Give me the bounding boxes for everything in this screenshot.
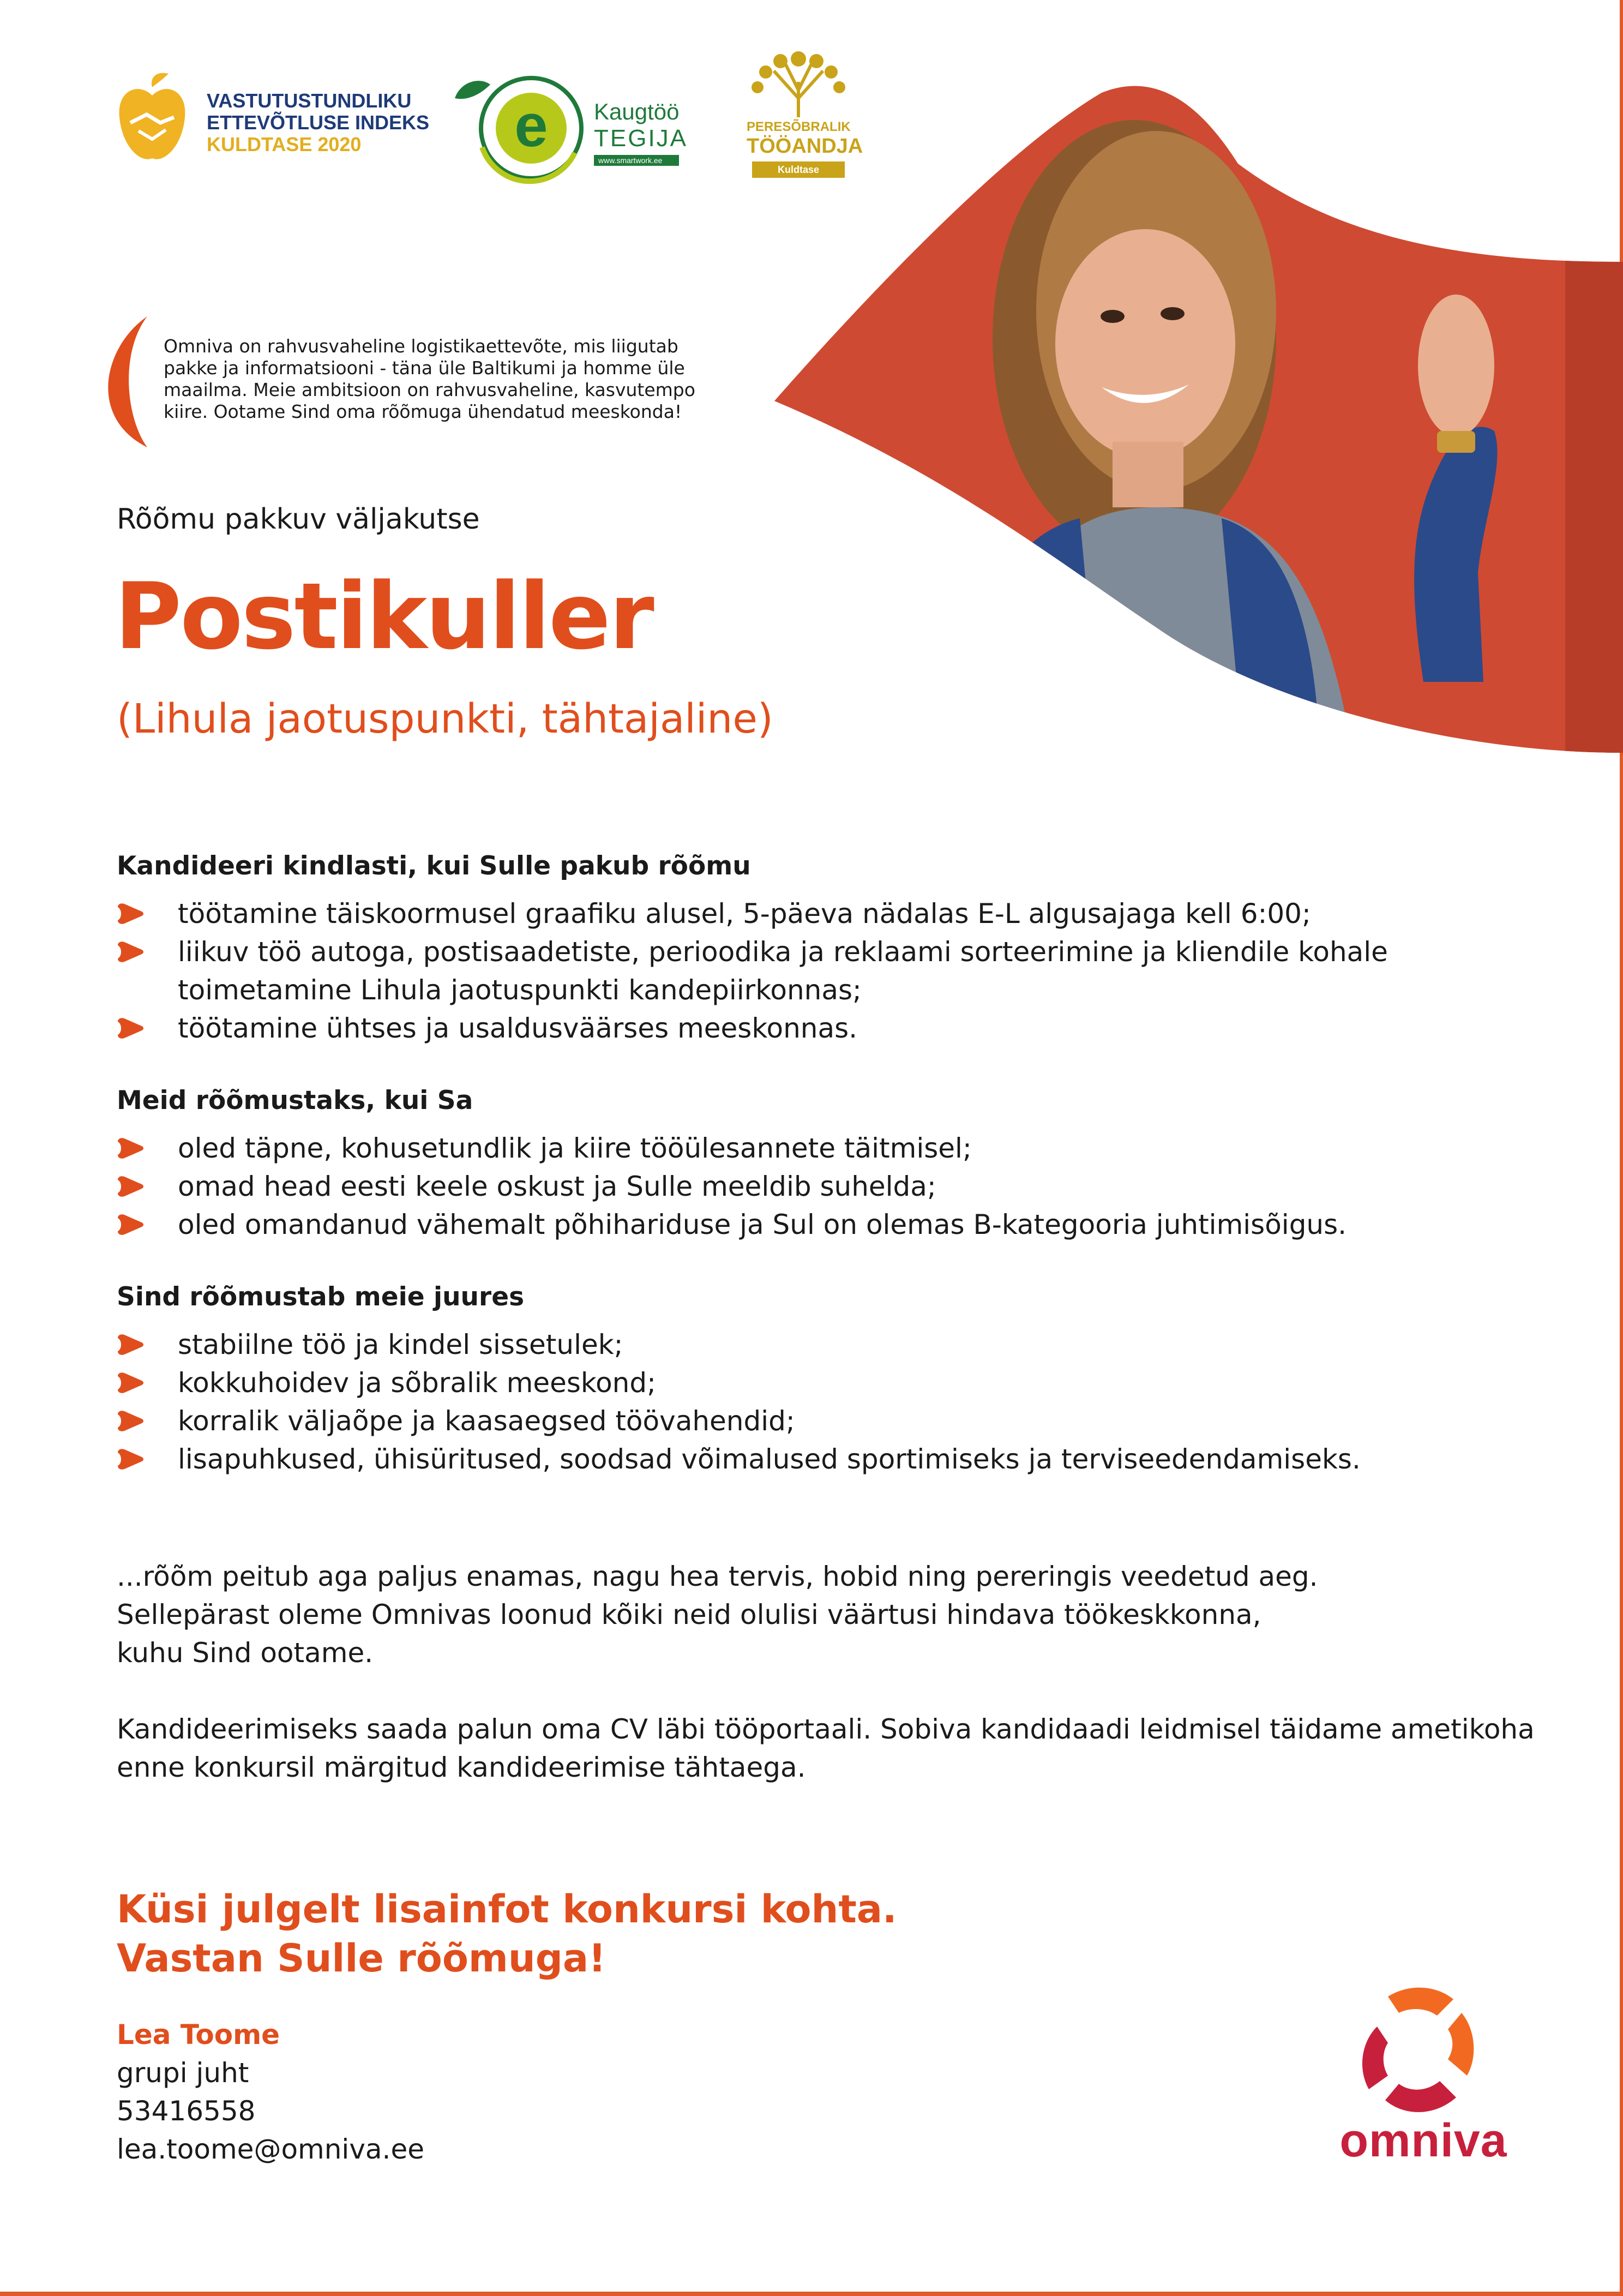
svg-text:e: e [514,92,548,159]
arrow-bullet-icon [117,1334,144,1356]
call-to-action [117,1885,897,1983]
list-item-text: lisapuhkused, ühisüritused, soodsad võimalused sportimiseks ja terviseedendamiseks. [178,1443,1361,1475]
contact-role: grupi juht [117,2057,249,2089]
arrow-bullet-icon [117,1372,144,1394]
list-item [117,1440,1535,1478]
arrow-bullet-icon [117,1017,144,1039]
kaugtoo-badge [449,65,689,185]
arrow-bullet-icon [117,1214,144,1236]
contact-name: Lea Toome [117,2019,280,2051]
badge1-line2: ETTEVÕTLUSE INDEKS [207,111,430,134]
contact-block [117,2016,424,2168]
hero-photo [774,82,1623,753]
intro-line: kiire. Ootame Sind oma rõõmuga ühendatud meeskonda! [164,401,682,422]
vastutustundliku-badge [117,71,430,180]
badge2-line2: TEGIJA [594,125,688,152]
arrow-bullet-icon [117,1448,144,1470]
intro-line: maailma. Meie ambitsioon on rahvusvaheline, kasvutempo [164,379,695,400]
list-item-text: töötamine täiskoormusel graafiku alusel, 5-päeva nädalas E-L algusajaga kell 6:00; [178,898,1311,930]
list-item-text: stabiilne töö ja kindel sissetulek; [178,1329,623,1360]
list-item [117,895,1535,933]
section-heading: Kandideeri kindlasti, kui Sulle pakub rõõmu [117,851,751,881]
badge1-line1: VASTUTUSTUNDLIKU [207,89,412,112]
bullet-list [117,1129,1535,1244]
list-item [117,1009,1535,1047]
section-heading: Meid rõõmustaks, kui Sa [117,1086,473,1116]
arrow-bullet-icon [117,1137,144,1159]
award-badges [117,49,880,196]
arrow-bullet-icon [117,941,144,963]
apply-paragraph [117,1710,1535,1787]
leaf-e-icon [449,65,586,185]
cta-line2: Vastan Sulle rõõmuga! [117,1936,606,1981]
bullet-list [117,895,1535,1047]
badge1-line3: KULDTASE 2020 [207,133,362,155]
list-item-text: omad head eesti keele oskust ja Sulle meeldib suhelda; [178,1171,936,1202]
list-item-text: töötamine ühtses ja usaldusväärses meeskonnas. [178,1012,858,1044]
list-item-text: liikuv töö autoga, postisaadetiste, perioodika ja reklaami sorteerimine ja kliendile kohale toimetamine Lihula jaotuspunkti kandepiirkonnas; [178,936,1388,1006]
list-item [117,1364,1535,1402]
list-item-text: korralik väljaõpe ja kaasaegsed töövahendid; [178,1405,795,1437]
list-item [117,1206,1535,1244]
closing-line: ...rõõm peitub aga paljus enamas, nagu hea tervis, hobid ning pereringis veedetud aeg. [117,1561,1318,1592]
badge3-line2: TÖÖANDJA [747,135,863,158]
job-subtitle: (Lihula jaotuspunkti, tähtajaline) [117,696,773,742]
badge2-url: www.smartwork.ee [594,155,679,166]
list-item [117,1326,1535,1364]
intro-line: pakke ja informatsiooni - täna üle Baltikumi ja homme üle [164,357,685,379]
list-item [117,1167,1535,1206]
list-item [117,1402,1535,1440]
list-item-text: oled täpne, kohusetundlik ja kiire tööülesannete täitmisel; [178,1132,972,1164]
list-item-text: kokkuhoidev ja sõbralik meeskond; [178,1367,656,1399]
arrow-bullet-icon [117,903,144,925]
omniva-wordmark: omniva [1339,2114,1507,2167]
list-item [117,1129,1535,1167]
kicker: Rõõmu pakkuv väljakutse [117,503,480,536]
job-title: Postikuller [115,563,653,670]
list-item [117,933,1535,1009]
intro-text [164,335,709,423]
apply-line: enne konkursil märgitud kandideerimise tähtaega. [117,1752,806,1783]
contact-phone[interactable]: 53416558 [117,2095,256,2127]
arrow-bullet-icon [117,1176,144,1197]
list-item-text: oled omandanud vähemalt põhihariduse ja Sul on olemas B-kategooria juhtimisõigus. [178,1209,1347,1240]
page-border-bottom [0,2292,1623,2296]
badge2-line1: Kaugtöö [594,99,680,124]
apply-line: Kandideerimiseks saada palun oma CV läbi tööportaali. Sobiva kandidaadi leidmisel täidame ametikoha [117,1713,1535,1745]
badge3-line3: Kuldtase [752,161,845,178]
bullet-list [117,1326,1535,1478]
closing-line: kuhu Sind ootame. [117,1637,374,1669]
arrow-bullet-icon [117,1410,144,1432]
badge3-line1: PERESÕBRALIK [747,119,851,134]
intro-accent-arc [87,314,153,450]
section-heading: Sind rõõmustab meie juures [117,1282,525,1312]
intro-line: Omniva on rahvusvaheline logistikaettevõte, mis liigutab [164,335,678,357]
closing-line: Sellepärast oleme Omnivas loonud kõiki neid olulisi väärtusi hindava töökeskkonna, [117,1599,1261,1630]
apple-handshake-icon [117,71,188,169]
cta-line1: Küsi julgelt lisainfot konkursi kohta. [117,1887,897,1932]
closing-paragraph [117,1557,1535,1672]
contact-email[interactable]: lea.toome@omniva.ee [117,2133,424,2165]
